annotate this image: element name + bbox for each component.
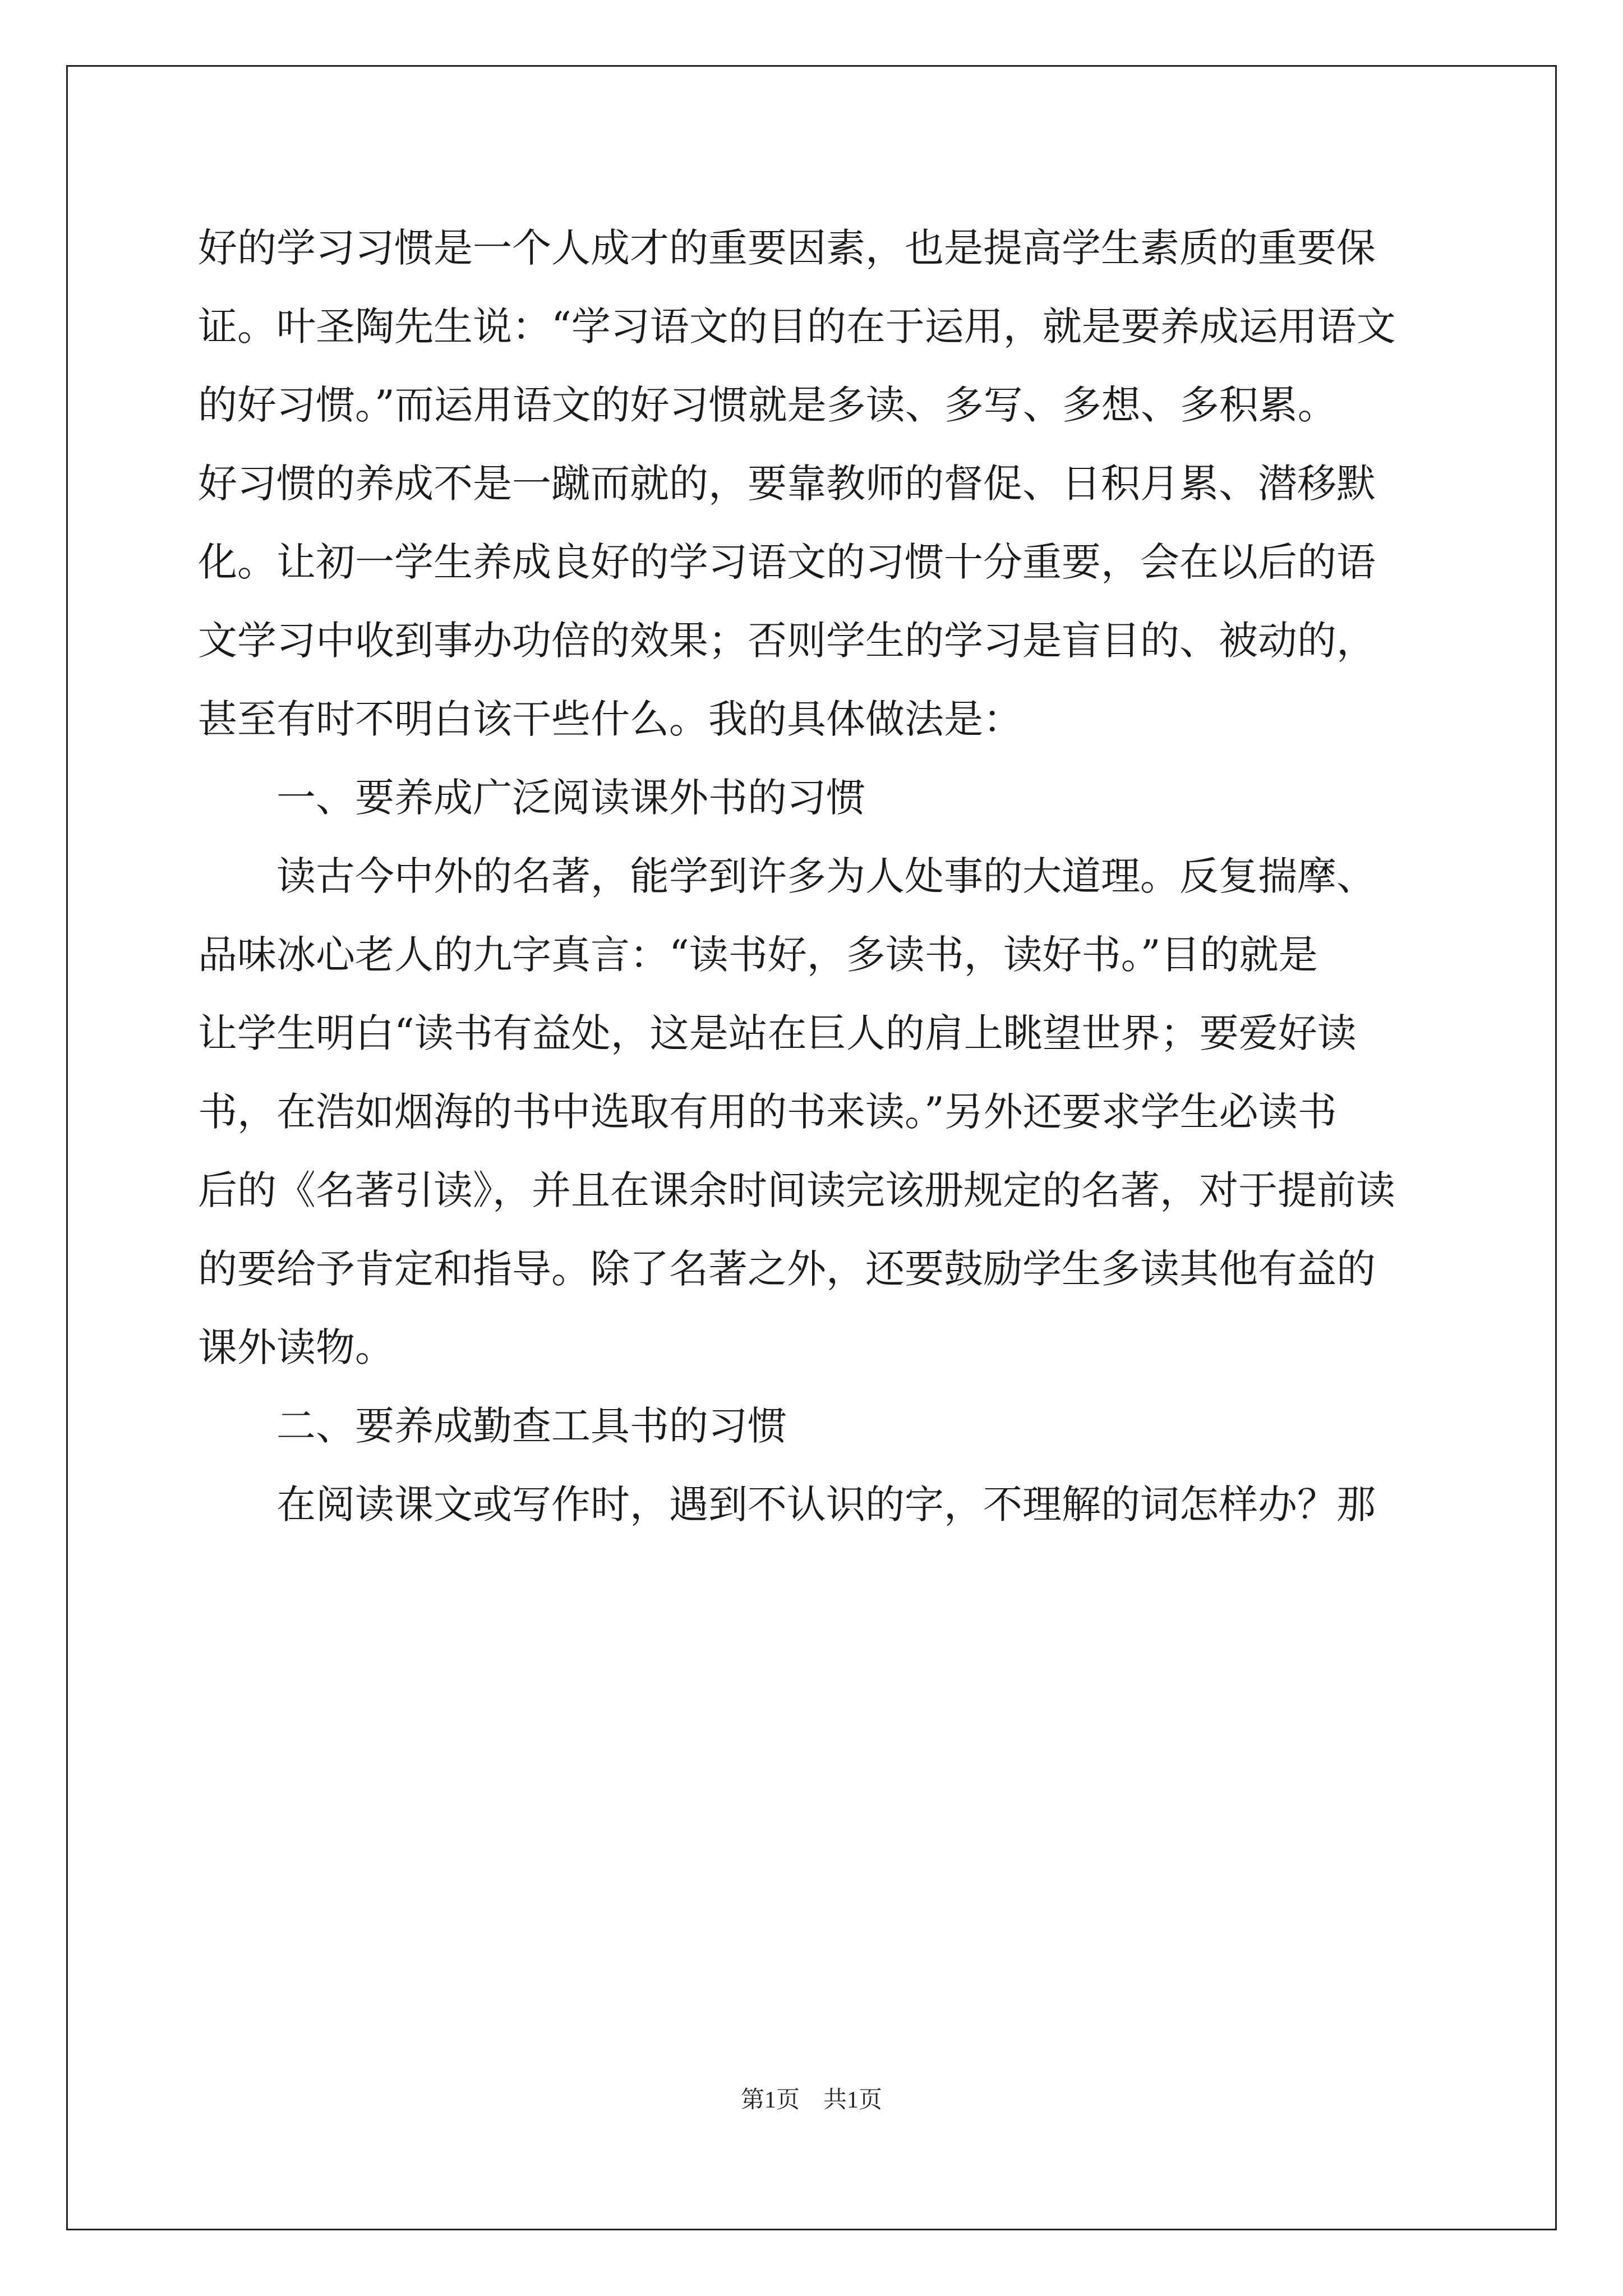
text-line: 品味冰心老人的九字真言：“读书好，多读书，读好书。”目的就是 — [198, 932, 1318, 978]
text-line: 化。让初一学生养成良好的学习语文的习惯十分重要，会在以后的语 — [198, 539, 1376, 585]
section-heading: 二、要养成勤查工具书的习惯 — [276, 1403, 787, 1449]
text-line: 读古今中外的名著，能学到许多为人处事的大道理。反复揣摩、 — [276, 853, 1376, 899]
text-line: 甚至有时不明白该干些什么。我的具体做法是： — [198, 696, 1022, 742]
text-line: 课外读物。 — [198, 1324, 394, 1370]
text-line: 后的《名著引读》，并且在课余时间读完该册规定的名著，对于提前读 — [198, 1167, 1395, 1213]
text-line: 好习惯的养成不是一蹴而就的，要靠教师的督促、日积月累、潜移默 — [198, 461, 1376, 507]
document-body — [198, 209, 1427, 1544]
text-line: 好的学习习惯是一个人成才的重要因素，也是提高学生素质的重要保 — [198, 225, 1376, 271]
text-line: 书，在浩如烟海的书中选取有用的书来读。”另外还要求学生必读书 — [198, 1089, 1337, 1135]
text-line: 的好习惯。”而运用语文的好习惯就是多读、多写、多想、多积累。 — [198, 382, 1337, 428]
text-line: 在阅读课文或写作时，遇到不认识的字，不理解的词怎样办？那 — [276, 1481, 1376, 1527]
text-line: 证。叶圣陶先生说：“学习语文的目的在于运用，就是要养成运用语文 — [198, 303, 1396, 349]
text-line: 让学生明白“读书有益处，这是站在巨人的肩上眺望世界；要爱好读 — [198, 1010, 1357, 1056]
text-line: 的要给予肯定和指导。除了名著之外，还要鼓励学生多读其他有益的 — [198, 1246, 1376, 1292]
page-footer: 第1页 共1页 — [740, 2087, 882, 2113]
text-line: 文学习中收到事办功倍的效果；否则学生的学习是盲目的、被动的， — [198, 618, 1376, 664]
section-heading: 一、要养成广泛阅读课外书的习惯 — [276, 775, 865, 821]
